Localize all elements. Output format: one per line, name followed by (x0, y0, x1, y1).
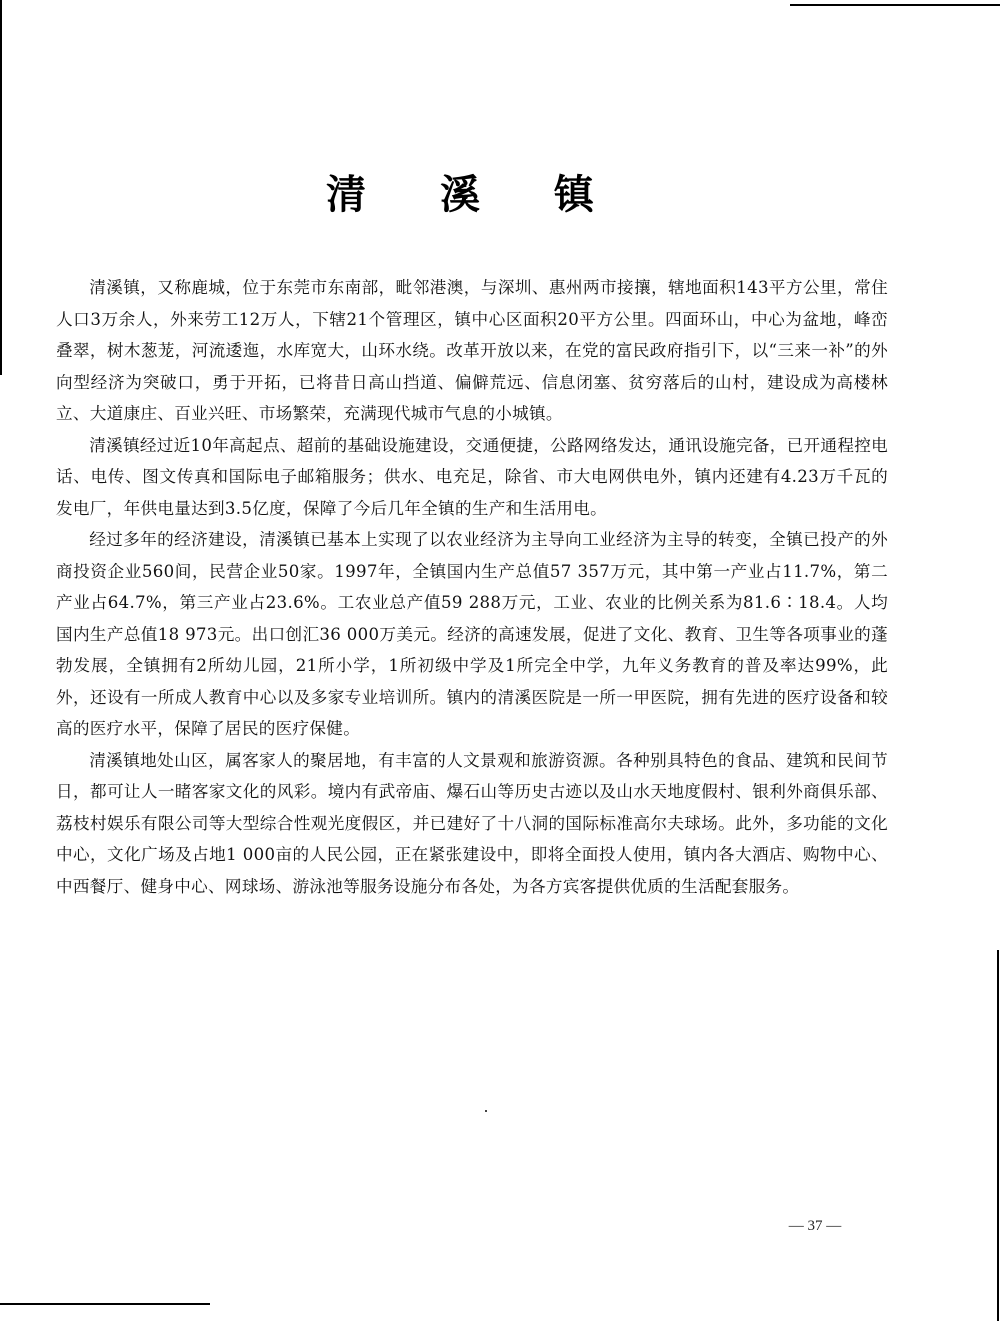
page-title: 清 溪 镇 (326, 170, 624, 218)
paragraph-culture-tourism: 清溪镇地处山区，属客家人的聚居地，有丰富的人文景观和旅游资源。各种别具特色的食品、建筑和民间节日，都可让人一睹客家文化的风彩。境内有武帝庙、爆石山等历史古迹以及山水天地度假村、银利外商俱乐部、荔枝村娱乐有限公司等大型综合性观光度假区，并已建好了十八洞的国际标准高尔夫球场。此外，多功能的文化中心，文化广场及占地1 000亩的人民公园，正在紧张建设中，即将全面投人使用，镇内各大酒店、购物中心、中西餐厅、健身中心、网球场、游泳池等服务设施分布各处，为各方宾客提供优质的生活配套服务。 (56, 750, 888, 896)
paragraph-infrastructure: 清溪镇经过近10年高起点、超前的基础设施建设，交通便捷，公路网络发达，通讯设施完备，已开通程控电话、电传、图文传真和国际电子邮箱服务；供水、电充足，除省、市大电网供电外，镇内还建有4.23万千瓦的发电厂，年供电量达到3.5亿度，保障了今后几年全镇的生产和生活用电。 (56, 435, 889, 518)
scan-speck (485, 1110, 487, 1112)
scan-edge-line-left (0, 0, 2, 375)
scan-edge-line-top (790, 4, 1000, 6)
scan-edge-line-bottom (0, 1303, 210, 1305)
paragraph-overview: 清溪镇，又称鹿城，位于东莞市东南部，毗邻港澳，与深圳、惠州两市接攘，辖地面积143平方公里，常住人口3万余人，外来劳工12万人，下辖21个管理区，镇中心区面积20平方公里。四面环山，中心为盆地，峰峦叠翠，树木葱茏，河流逶迤，水库宽大，山环水绕。改革开放以来，在党的富民政府指引下，以“三来一补”的外向型经济为突破口，勇于开拓，已将昔日高山挡道、偏僻荒远、信息闭塞、贫穷落后的山村，建设成为高楼林立、大道康庄、百业兴旺、市场繁荣，充满现代城市气息的小城镇。 (56, 278, 888, 423)
paragraph-economy: 经过多年的经济建设，清溪镇已基本上实现了以农业经济为主导向工业经济为主导的转变，全镇已投产的外商投资企业560间，民营企业50家。1997年，全镇国内生产总值57 357万元，其中第一产业占11.7%，第二产业占64.7%，第三产业占23.6%。工农业总产值59 288万元，工业、农业的比例关系为81.6∶18.4。人均国内生产总值18 973元。出口创汇36 000万美元。经济的高速发展，促进了文化、教育、卫生等各项事业的蓬勃发展，全镇拥有2所幼儿园，21所小学，1所初级中学及1所完全中学，九年义务教育的普及率达99%，此外，还设有一所成人教育中心以及多家专业培训所。镇内的清溪医院是一所一甲医院，拥有先进的医疗设备和较高的医疗水平，保障了居民的医疗保健。 (56, 530, 888, 738)
scan-edge-line-right (997, 950, 999, 1321)
page-number: — 37 — (788, 1218, 842, 1234)
article-body (56, 272, 888, 902)
